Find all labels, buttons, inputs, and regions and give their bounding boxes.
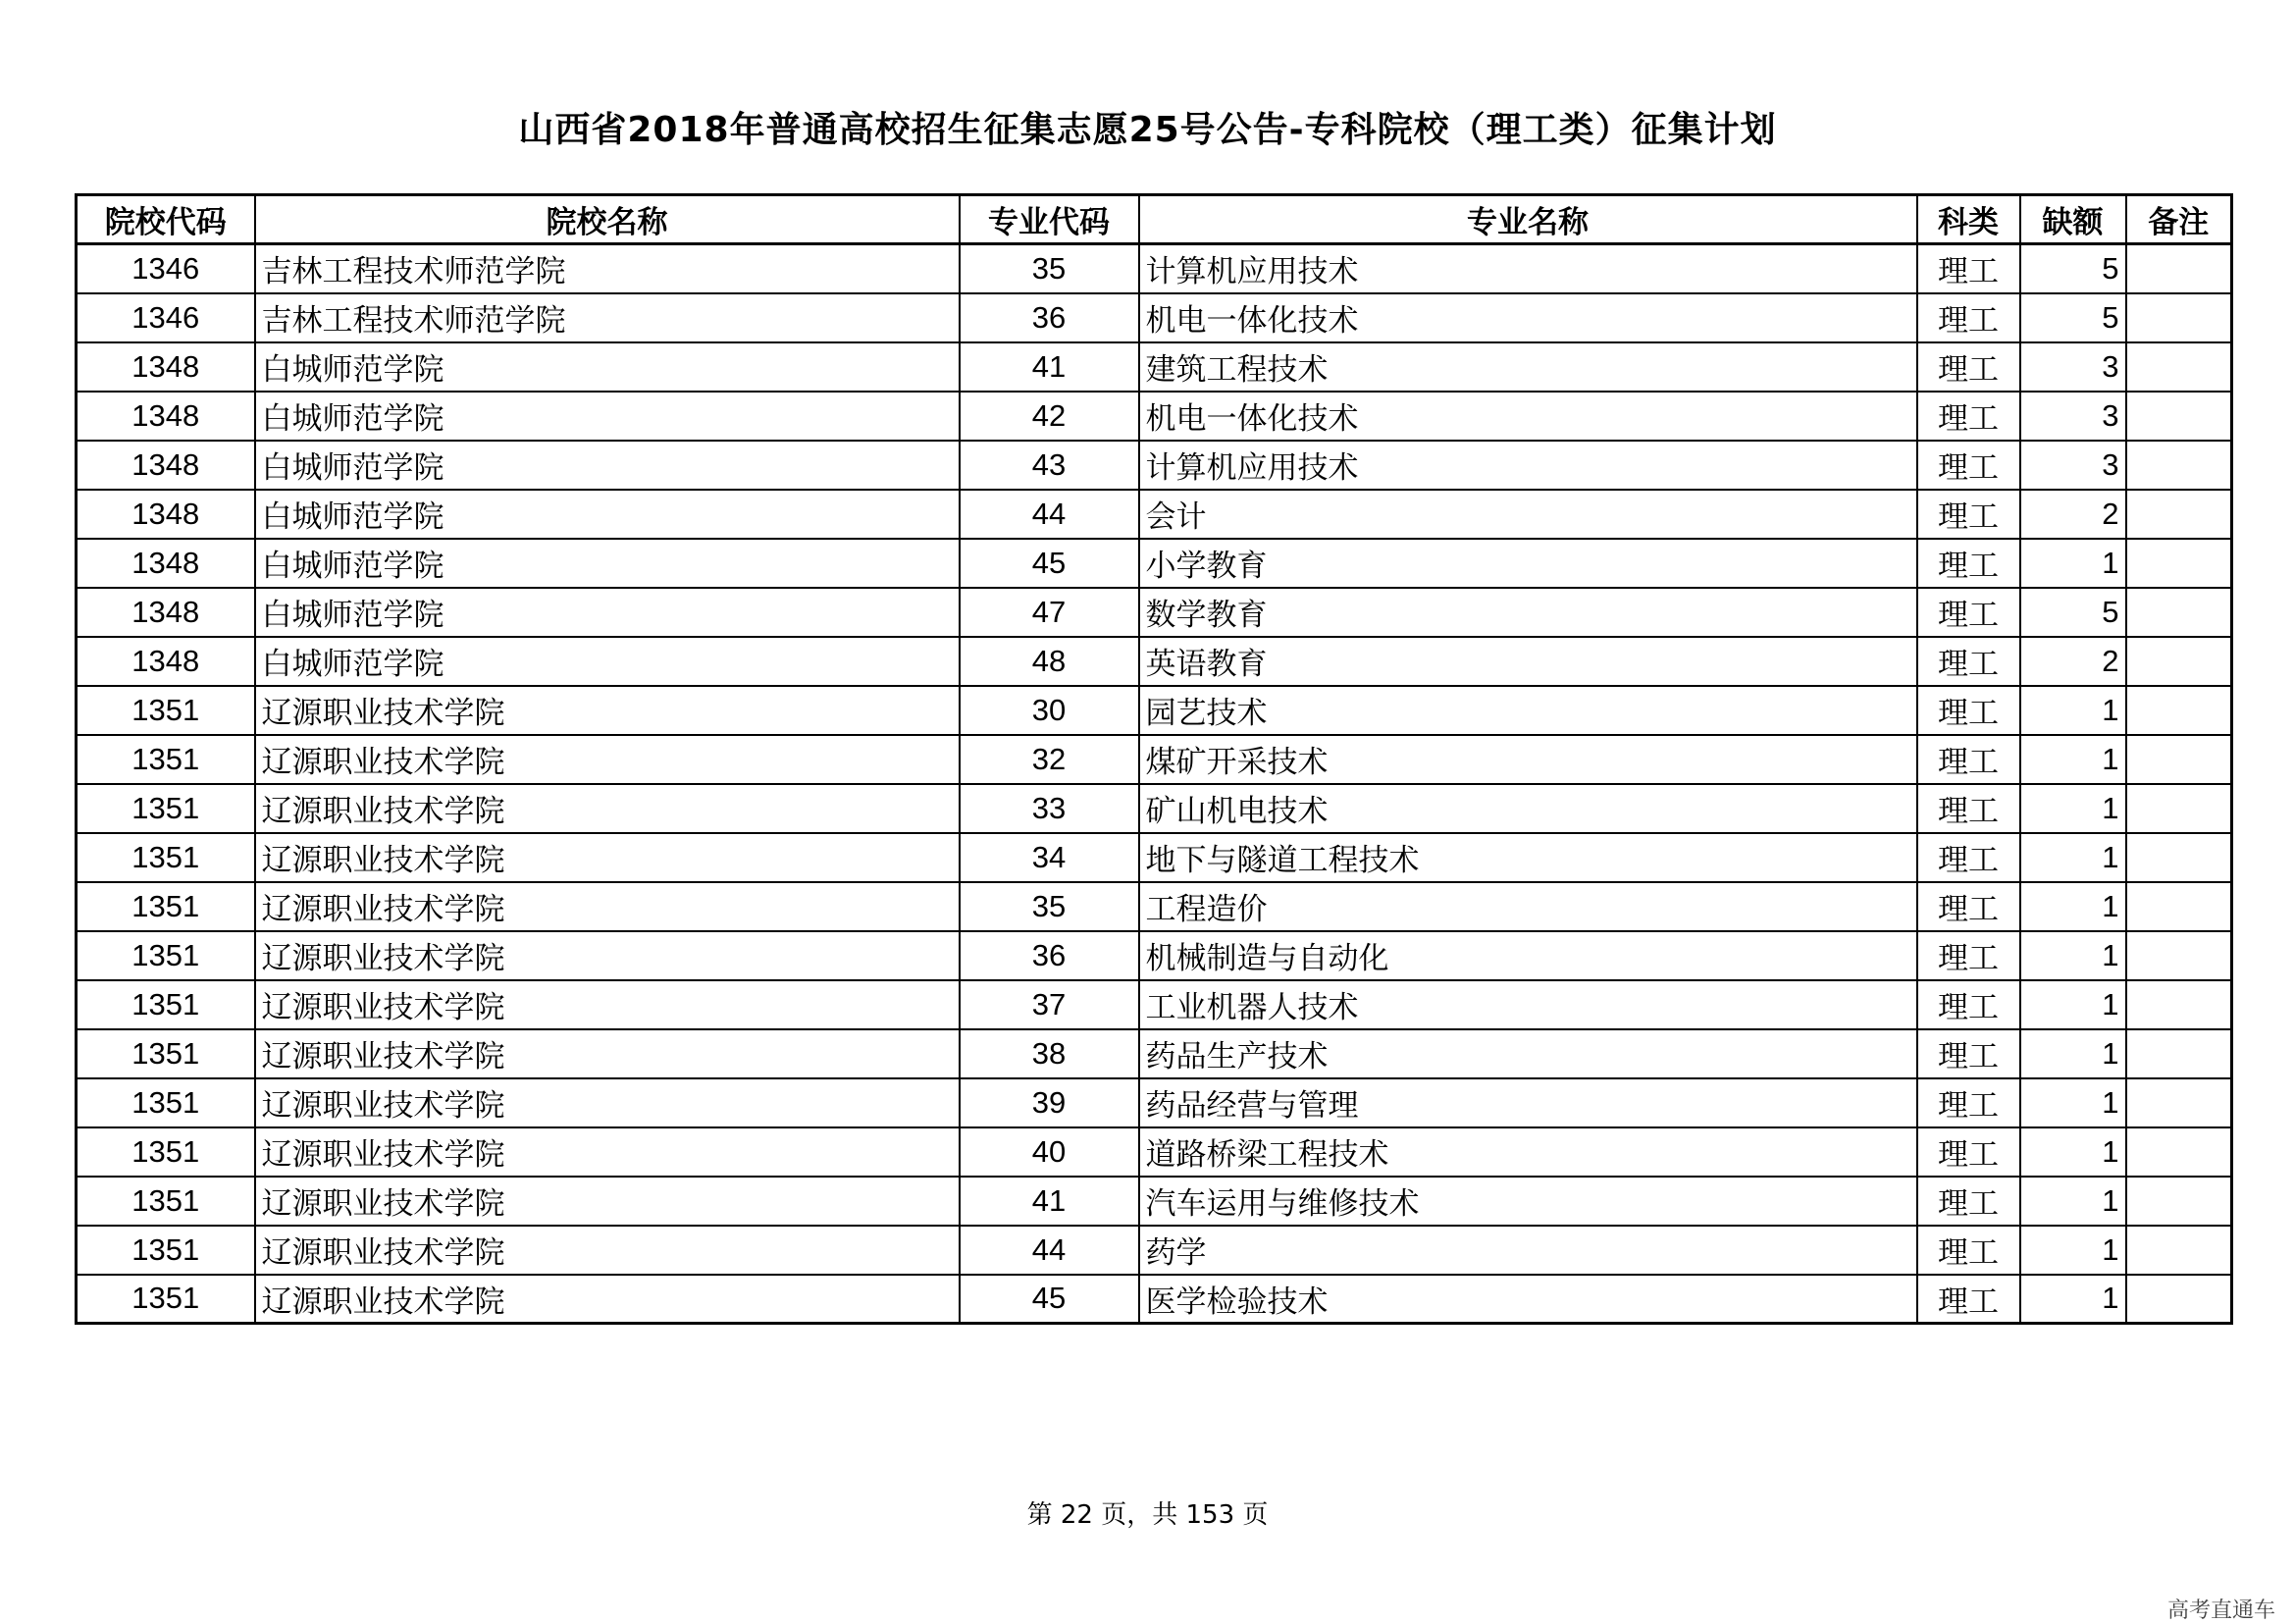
cell-major-code: 43 xyxy=(960,441,1139,490)
cell-remark xyxy=(2126,293,2232,342)
header-major-name: 专业名称 xyxy=(1139,195,1917,244)
table-row xyxy=(77,293,2232,342)
cell-quota: 3 xyxy=(2020,441,2126,490)
cell-category: 理工 xyxy=(1917,293,2020,342)
cell-school-name: 辽源职业技术学院 xyxy=(255,1127,960,1177)
cell-major-code: 34 xyxy=(960,833,1139,882)
header-school-code: 院校代码 xyxy=(77,195,255,244)
cell-remark xyxy=(2126,441,2232,490)
cell-remark xyxy=(2126,1275,2232,1324)
cell-category: 理工 xyxy=(1917,1275,2020,1324)
cell-major-name: 计算机应用技术 xyxy=(1139,441,1917,490)
cell-quota: 3 xyxy=(2020,392,2126,441)
cell-quota: 1 xyxy=(2020,833,2126,882)
cell-school-code: 1351 xyxy=(77,1078,255,1127)
cell-major-name: 煤矿开采技术 xyxy=(1139,735,1917,784)
cell-school-code: 1351 xyxy=(77,1177,255,1226)
cell-major-code: 44 xyxy=(960,1226,1139,1275)
cell-school-name: 白城师范学院 xyxy=(255,490,960,539)
cell-quota: 1 xyxy=(2020,784,2126,833)
table-row xyxy=(77,1275,2232,1324)
cell-major-name: 药品经营与管理 xyxy=(1139,1078,1917,1127)
cell-school-name: 白城师范学院 xyxy=(255,392,960,441)
cell-major-code: 33 xyxy=(960,784,1139,833)
cell-major-code: 48 xyxy=(960,637,1139,686)
header-remark: 备注 xyxy=(2126,195,2232,244)
cell-major-name: 机电一体化技术 xyxy=(1139,293,1917,342)
table-row xyxy=(77,441,2232,490)
cell-school-name: 辽源职业技术学院 xyxy=(255,833,960,882)
cell-major-code: 45 xyxy=(960,1275,1139,1324)
cell-school-name: 吉林工程技术师范学院 xyxy=(255,293,960,342)
cell-major-code: 36 xyxy=(960,293,1139,342)
cell-school-code: 1346 xyxy=(77,244,255,293)
cell-school-name: 辽源职业技术学院 xyxy=(255,882,960,931)
cell-major-code: 44 xyxy=(960,490,1139,539)
cell-school-code: 1351 xyxy=(77,784,255,833)
cell-category: 理工 xyxy=(1917,637,2020,686)
cell-remark xyxy=(2126,1177,2232,1226)
cell-category: 理工 xyxy=(1917,882,2020,931)
cell-category: 理工 xyxy=(1917,588,2020,637)
cell-school-code: 1351 xyxy=(77,882,255,931)
cell-major-name: 工业机器人技术 xyxy=(1139,980,1917,1029)
cell-school-name: 辽源职业技术学院 xyxy=(255,686,960,735)
cell-category: 理工 xyxy=(1917,735,2020,784)
cell-category: 理工 xyxy=(1917,931,2020,980)
cell-major-name: 园艺技术 xyxy=(1139,686,1917,735)
cell-category: 理工 xyxy=(1917,490,2020,539)
cell-school-name: 辽源职业技术学院 xyxy=(255,735,960,784)
cell-remark xyxy=(2126,490,2232,539)
cell-major-name: 英语教育 xyxy=(1139,637,1917,686)
cell-remark xyxy=(2126,539,2232,588)
cell-remark xyxy=(2126,686,2232,735)
cell-quota: 1 xyxy=(2020,735,2126,784)
cell-school-code: 1348 xyxy=(77,637,255,686)
table-row xyxy=(77,1177,2232,1226)
cell-remark xyxy=(2126,342,2232,392)
cell-major-name: 药品生产技术 xyxy=(1139,1029,1917,1078)
cell-major-code: 37 xyxy=(960,980,1139,1029)
cell-major-code: 40 xyxy=(960,1127,1139,1177)
cell-school-name: 辽源职业技术学院 xyxy=(255,931,960,980)
cell-category: 理工 xyxy=(1917,784,2020,833)
cell-school-name: 辽源职业技术学院 xyxy=(255,980,960,1029)
cell-school-code: 1351 xyxy=(77,735,255,784)
cell-school-code: 1348 xyxy=(77,490,255,539)
cell-major-name: 建筑工程技术 xyxy=(1139,342,1917,392)
cell-category: 理工 xyxy=(1917,392,2020,441)
cell-remark xyxy=(2126,244,2232,293)
watermark: 高考直通车 xyxy=(2166,1598,2275,1623)
cell-major-name: 药学 xyxy=(1139,1226,1917,1275)
cell-remark xyxy=(2126,588,2232,637)
cell-category: 理工 xyxy=(1917,833,2020,882)
cell-major-code: 42 xyxy=(960,392,1139,441)
cell-category: 理工 xyxy=(1917,686,2020,735)
cell-school-code: 1348 xyxy=(77,441,255,490)
cell-major-name: 小学教育 xyxy=(1139,539,1917,588)
cell-school-code: 1351 xyxy=(77,1029,255,1078)
table-row xyxy=(77,1078,2232,1127)
header-school-name: 院校名称 xyxy=(255,195,960,244)
cell-quota: 1 xyxy=(2020,931,2126,980)
cell-quota: 1 xyxy=(2020,1029,2126,1078)
cell-major-name: 机电一体化技术 xyxy=(1139,392,1917,441)
cell-school-code: 1348 xyxy=(77,588,255,637)
cell-school-name: 白城师范学院 xyxy=(255,342,960,392)
cell-quota: 5 xyxy=(2020,293,2126,342)
cell-quota: 1 xyxy=(2020,539,2126,588)
cell-major-code: 39 xyxy=(960,1078,1139,1127)
cell-major-code: 30 xyxy=(960,686,1139,735)
cell-remark xyxy=(2126,833,2232,882)
cell-major-code: 41 xyxy=(960,342,1139,392)
cell-remark xyxy=(2126,931,2232,980)
cell-major-name: 工程造价 xyxy=(1139,882,1917,931)
table-row xyxy=(77,882,2232,931)
cell-category: 理工 xyxy=(1917,1226,2020,1275)
cell-school-code: 1346 xyxy=(77,293,255,342)
cell-major-name: 道路桥梁工程技术 xyxy=(1139,1127,1917,1177)
cell-quota: 5 xyxy=(2020,588,2126,637)
cell-remark xyxy=(2126,637,2232,686)
cell-remark xyxy=(2126,980,2232,1029)
cell-quota: 1 xyxy=(2020,980,2126,1029)
table-row xyxy=(77,931,2232,980)
cell-remark xyxy=(2126,1127,2232,1177)
cell-school-name: 辽源职业技术学院 xyxy=(255,1029,960,1078)
cell-major-name: 汽车运用与维修技术 xyxy=(1139,1177,1917,1226)
cell-school-name: 辽源职业技术学院 xyxy=(255,1275,960,1324)
cell-quota: 1 xyxy=(2020,1275,2126,1324)
cell-quota: 2 xyxy=(2020,637,2126,686)
cell-category: 理工 xyxy=(1917,539,2020,588)
cell-major-code: 35 xyxy=(960,882,1139,931)
table-row xyxy=(77,588,2232,637)
cell-school-code: 1351 xyxy=(77,686,255,735)
cell-remark xyxy=(2126,735,2232,784)
cell-remark xyxy=(2126,1029,2232,1078)
cell-school-name: 辽源职业技术学院 xyxy=(255,1226,960,1275)
cell-school-name: 辽源职业技术学院 xyxy=(255,784,960,833)
cell-quota: 1 xyxy=(2020,882,2126,931)
cell-school-name: 白城师范学院 xyxy=(255,637,960,686)
enrollment-plan-table xyxy=(75,193,2233,1325)
cell-major-name: 地下与隧道工程技术 xyxy=(1139,833,1917,882)
cell-major-name: 医学检验技术 xyxy=(1139,1275,1917,1324)
table-row xyxy=(77,1226,2232,1275)
cell-quota: 1 xyxy=(2020,1226,2126,1275)
cell-school-code: 1351 xyxy=(77,1127,255,1177)
cell-category: 理工 xyxy=(1917,441,2020,490)
table-header-row xyxy=(77,195,2232,244)
cell-category: 理工 xyxy=(1917,244,2020,293)
page-title: 山西省2018年普通高校招生征集志愿25号公告-专科院校（理工类）征集计划 xyxy=(518,110,1777,150)
cell-school-code: 1348 xyxy=(77,392,255,441)
page-footer: 第 22 页，共 153 页 xyxy=(1026,1500,1269,1530)
cell-school-name: 白城师范学院 xyxy=(255,588,960,637)
table-row xyxy=(77,833,2232,882)
cell-major-code: 41 xyxy=(960,1177,1139,1226)
table-row xyxy=(77,637,2232,686)
table-row xyxy=(77,490,2232,539)
table-row xyxy=(77,342,2232,392)
cell-school-code: 1351 xyxy=(77,980,255,1029)
table-row xyxy=(77,244,2232,293)
cell-major-name: 计算机应用技术 xyxy=(1139,244,1917,293)
cell-school-code: 1351 xyxy=(77,1226,255,1275)
cell-major-code: 35 xyxy=(960,244,1139,293)
cell-major-name: 矿山机电技术 xyxy=(1139,784,1917,833)
cell-category: 理工 xyxy=(1917,1177,2020,1226)
cell-school-code: 1351 xyxy=(77,1275,255,1324)
cell-category: 理工 xyxy=(1917,1029,2020,1078)
cell-school-name: 白城师范学院 xyxy=(255,441,960,490)
cell-school-name: 辽源职业技术学院 xyxy=(255,1177,960,1226)
cell-category: 理工 xyxy=(1917,1127,2020,1177)
table-row xyxy=(77,735,2232,784)
cell-major-code: 38 xyxy=(960,1029,1139,1078)
cell-quota: 2 xyxy=(2020,490,2126,539)
cell-school-code: 1348 xyxy=(77,539,255,588)
table-row xyxy=(77,980,2232,1029)
cell-remark xyxy=(2126,882,2232,931)
cell-school-name: 吉林工程技术师范学院 xyxy=(255,244,960,293)
cell-remark xyxy=(2126,1226,2232,1275)
cell-quota: 1 xyxy=(2020,686,2126,735)
table-row xyxy=(77,1127,2232,1177)
cell-quota: 1 xyxy=(2020,1078,2126,1127)
cell-major-code: 45 xyxy=(960,539,1139,588)
cell-school-code: 1351 xyxy=(77,931,255,980)
cell-quota: 5 xyxy=(2020,244,2126,293)
table-row xyxy=(77,539,2232,588)
table-row xyxy=(77,784,2232,833)
cell-major-name: 数学教育 xyxy=(1139,588,1917,637)
table-row xyxy=(77,392,2232,441)
cell-quota: 3 xyxy=(2020,342,2126,392)
cell-category: 理工 xyxy=(1917,1078,2020,1127)
cell-major-name: 机械制造与自动化 xyxy=(1139,931,1917,980)
cell-category: 理工 xyxy=(1917,980,2020,1029)
cell-category: 理工 xyxy=(1917,342,2020,392)
table-body xyxy=(77,244,2232,1324)
cell-major-code: 32 xyxy=(960,735,1139,784)
cell-major-code: 36 xyxy=(960,931,1139,980)
cell-quota: 1 xyxy=(2020,1177,2126,1226)
table-row xyxy=(77,1029,2232,1078)
cell-school-name: 辽源职业技术学院 xyxy=(255,1078,960,1127)
cell-school-name: 白城师范学院 xyxy=(255,539,960,588)
header-category: 科类 xyxy=(1917,195,2020,244)
table-row xyxy=(77,686,2232,735)
cell-remark xyxy=(2126,1078,2232,1127)
cell-school-code: 1351 xyxy=(77,833,255,882)
cell-remark xyxy=(2126,392,2232,441)
header-quota: 缺额 xyxy=(2020,195,2126,244)
cell-major-name: 会计 xyxy=(1139,490,1917,539)
cell-school-code: 1348 xyxy=(77,342,255,392)
cell-major-code: 47 xyxy=(960,588,1139,637)
cell-quota: 1 xyxy=(2020,1127,2126,1177)
cell-remark xyxy=(2126,784,2232,833)
header-major-code: 专业代码 xyxy=(960,195,1139,244)
